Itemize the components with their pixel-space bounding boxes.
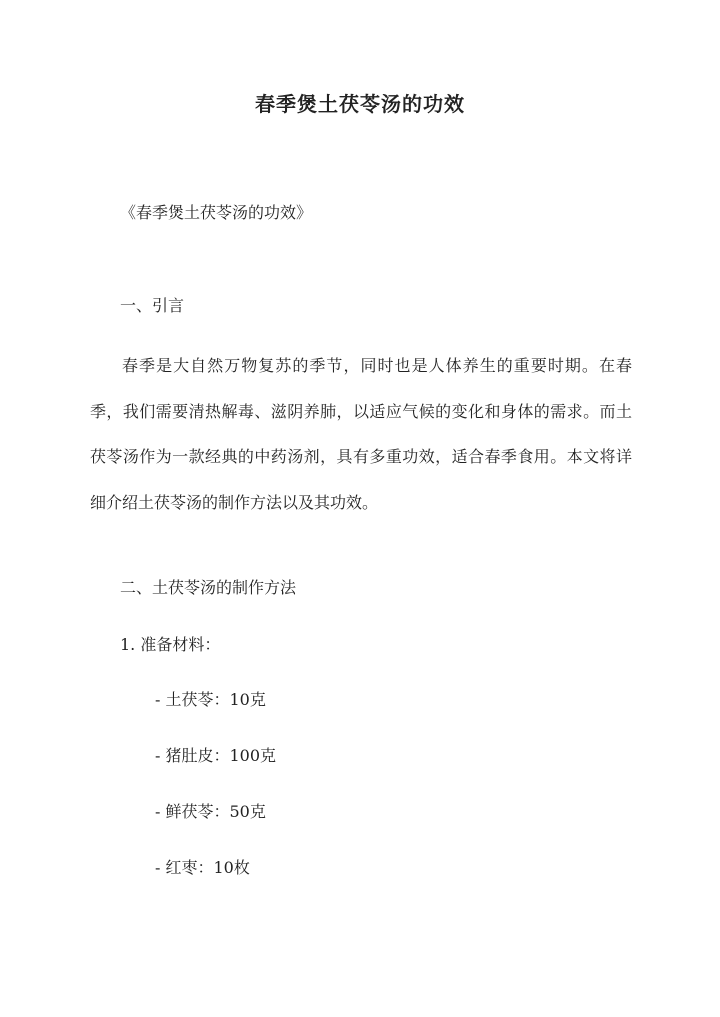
ingredient-item: - 红枣：10枚 (155, 858, 250, 877)
ingredient-item: - 土茯苓：10克 (155, 690, 266, 709)
step-heading-materials: 1. 准备材料： (120, 635, 221, 654)
ingredient-item: - 鲜茯苓：50克 (155, 802, 266, 821)
introduction-paragraph: 春季是大自然万物复苏的季节，同时也是人体养生的重要时期。在春季，我们需要清热解毒、滋阴养肺，以适应气候的变化和身体的需求。而土茯苓汤作为一款经典的中药汤剂，具有多重功效，适合春季食用。本文将详细介绍土茯苓汤的制作方法以及其功效。 (90, 356, 632, 512)
section-heading-introduction: 一、引言 (120, 296, 185, 315)
document-subtitle: 《春季煲土茯苓汤的功效》 (120, 203, 313, 222)
section-heading-preparation: 二、土茯苓汤的制作方法 (120, 578, 297, 597)
document-title: 春季煲土茯苓汤的功效 (255, 92, 465, 116)
ingredient-item: - 猪肚皮：100克 (155, 746, 277, 765)
